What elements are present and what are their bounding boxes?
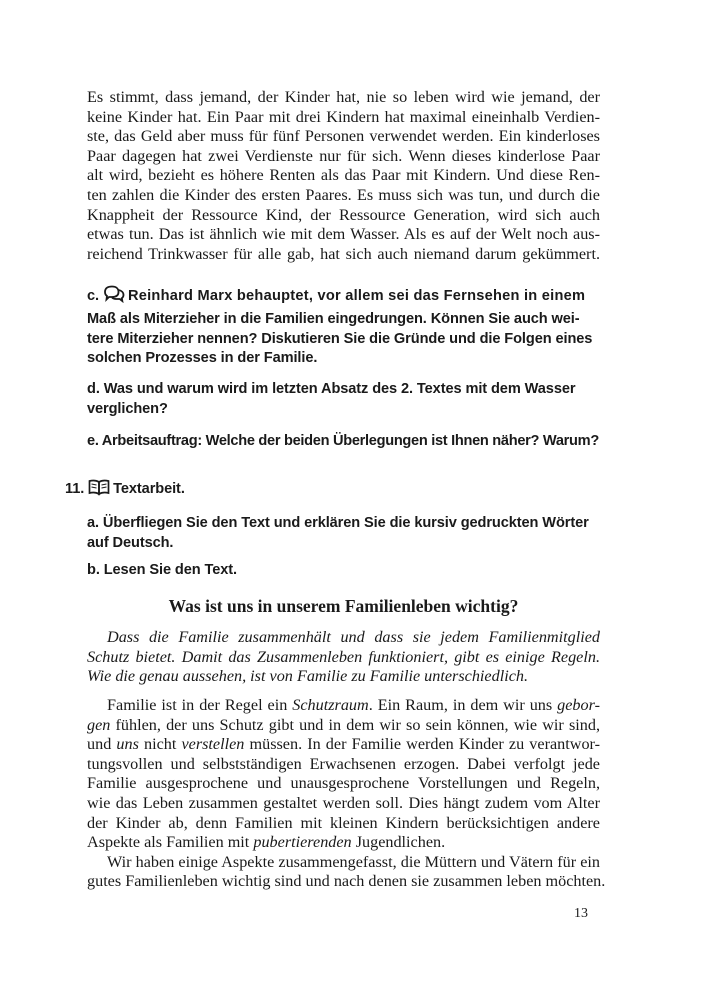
text-line: verglichen? xyxy=(87,400,168,417)
text-line: Es stimmt, dass jemand, der Kinder hat, nie so leben wird wie jemand, der xyxy=(87,88,600,106)
text-line: der Kinder ab, denn Familien mit kleinen Kindern berücksichtigen andere xyxy=(87,813,600,832)
text-line: a. Überfliegen Sie den Text und erklären Sie die kursiv gedruckten Wörter xyxy=(87,515,589,531)
text-line: tere Miterzieher nennen? Diskutieren Sie die Gründe und die Folgen eines xyxy=(87,330,593,347)
text-line: Familie ist in der Regel ein Schutzraum. Ein Raum, in dem wir uns gebor- xyxy=(107,696,600,714)
text-line: alt wird, bezieht es höhere Renten als das Paar mit Kindern. Und diese Ren- xyxy=(87,166,600,185)
open-book-icon xyxy=(88,479,110,503)
article-body xyxy=(87,696,606,892)
text-line: gen fühlen, der uns Schutz gibt und in dem wir so sein können, wie wir sind, xyxy=(87,715,600,734)
text-line: auf Deutsch. xyxy=(87,534,174,551)
text-line: Wie die genau aussehen, ist von Familie zu Familie unterschiedlich. xyxy=(87,667,529,686)
text-line: wie das Leben zusammen gestaltet werden soll. Dies hängt zudem vom Alter xyxy=(87,793,600,812)
paragraph-intro-text xyxy=(87,88,600,264)
text-line: keine Kinder hat. Ein Paar mit drei Kindern hat maximal eineinhalb Verdien- xyxy=(87,107,600,126)
speech-bubbles-icon xyxy=(103,285,125,310)
text-line: d. Was und warum wird im letzten Absatz des 2. Textes mit dem Wasser xyxy=(87,381,576,397)
task-c xyxy=(87,285,602,369)
text-line: gutes Familienleben wichtig sind und nach denen sie zusammen leben möchten. xyxy=(87,872,606,891)
task-e xyxy=(87,432,602,452)
task-a xyxy=(87,514,602,554)
text-line: e. Arbeitsauftrag: Welche der beiden Überlegungen ist Ihnen näher? Warum? xyxy=(87,433,599,449)
task-d xyxy=(87,380,602,420)
text-line: Schutz bietet. Damit das Zusammenleben funktioniert, gibt es einige Regeln. xyxy=(87,647,600,666)
text-line: tungsvollen und selbstständigen Erwachsenen erzogen. Dabei verfolgt jede xyxy=(87,754,600,773)
text-line: solchen Prozesses in der Familie. xyxy=(87,350,318,367)
text-line: Wir haben einige Aspekte zusammengefasst, die Müttern und Vätern für ein xyxy=(107,852,600,871)
text-line: b. Lesen Sie den Text. xyxy=(87,562,237,578)
text-line: ste, das Geld aber muss für fünf Personen verwendet werden. Ein kinderloses xyxy=(87,127,600,146)
task-11-heading xyxy=(65,479,580,503)
task-11-label: Textarbeit. xyxy=(113,481,185,497)
task-c-letter: c. xyxy=(87,288,99,304)
text-line: reichend Trinkwasser für alle gab, hat sich auch niemand darum gekümmert. xyxy=(87,244,600,263)
text-line: Paar dagegen hat zwei Verdienste nur für sich. Wenn dieses kinderlose Paar xyxy=(87,146,600,165)
text-line: Maß als Miterzieher in die Familien eingedrungen. Können Sie auch wei- xyxy=(87,310,580,327)
text-line: Familie ausgesprochene und unausgesprochene Vorstellungen und Regeln, xyxy=(87,774,600,793)
text-line: Dass die Familie zusammenhält und dass sie jedem Familienmitglied xyxy=(107,628,600,646)
text-line: und uns nicht verstellen müssen. In der Familie werden Kinder zu verantwor- xyxy=(87,735,600,754)
text-line: etwas tun. Das ist ähnlich wie mit dem Wasser. Als es auf der Welt noch aus- xyxy=(87,225,600,244)
page-number: 13 xyxy=(574,906,588,921)
text-line: Aspekte als Familien mit pubertierenden Jugendlichen. xyxy=(87,833,446,852)
text-line: Knappheit der Ressource Kind, der Ressource Generation, wird sich auch xyxy=(87,205,600,224)
task-b xyxy=(87,561,602,581)
text-line: ten zahlen die Kinder des ersten Paares. Es muss sich was tun, und durch die xyxy=(87,185,600,204)
text-line: Reinhard Marx behauptet, vor allem sei das Fernsehen in einem xyxy=(127,288,586,304)
task-number: 11. xyxy=(65,481,85,497)
article-lead xyxy=(87,628,600,687)
article-title: Was ist uns in unserem Familienleben wichtig? xyxy=(168,596,519,616)
